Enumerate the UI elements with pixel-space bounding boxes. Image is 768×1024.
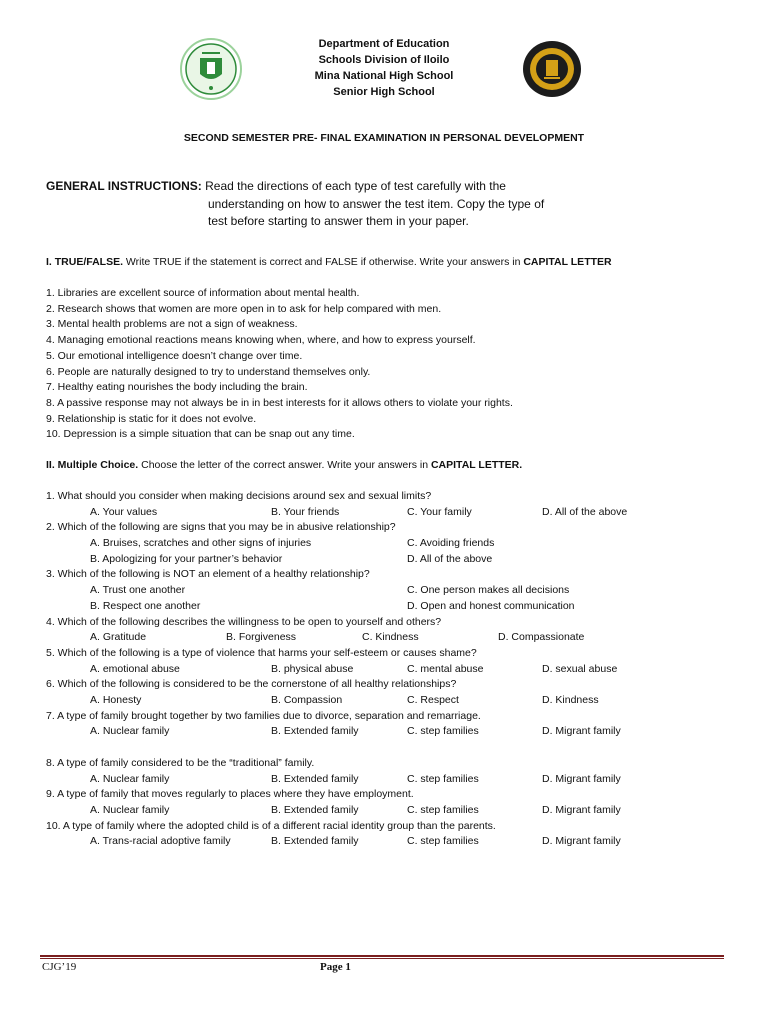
instructions-label: GENERAL INSTRUCTIONS: xyxy=(46,179,202,193)
option-d: D. Compassionate xyxy=(498,631,585,644)
instructions-line-2: understanding on how to answer the test item. Copy the type of xyxy=(208,196,545,211)
question-8: 8. A type of family considered to be the “traditional” family. xyxy=(46,756,315,769)
page-number: Page 1 xyxy=(320,961,351,973)
option-d: D. Migrant family xyxy=(542,803,621,816)
option-a: A. Your values xyxy=(90,505,158,518)
list-item: 4. Managing emotional reactions means knowing when, where, and how to express yourself. xyxy=(46,334,476,347)
option-a: A. Bruises, scratches and other signs of injuries xyxy=(90,537,312,550)
question-7-options xyxy=(46,724,736,740)
option-b: B. Respect one another xyxy=(90,599,201,612)
footer-code: CJG’19 xyxy=(42,961,77,973)
option-b: B. Your friends xyxy=(271,505,340,518)
option-b: B. Extended family xyxy=(271,725,359,738)
header-level: Senior High School xyxy=(333,86,435,98)
option-c: C. mental abuse xyxy=(407,662,484,675)
option-c: C. Your family xyxy=(407,505,472,518)
option-b: B. Apologizing for your partner’s behavior xyxy=(90,552,283,565)
question-3-options-row-2 xyxy=(46,599,736,615)
question-6: 6. Which of the following is considered to be the cornerstone of all healthy relationships? xyxy=(46,678,457,691)
header-division: Schools Division of Iloilo xyxy=(318,54,450,66)
option-b: B. Forgiveness xyxy=(226,631,297,644)
list-item: 3. Mental health problems are not a sign of weakness. xyxy=(46,318,298,331)
instructions-line-3: test before starting to answer them in your paper. xyxy=(208,214,469,228)
list-item: 8. A passive response may not always be in in best interests for it allows others to violate your rights. xyxy=(46,396,513,409)
section-true-false-heading xyxy=(46,256,612,268)
section-1-emphasis: CAPITAL LETTER xyxy=(523,256,612,268)
option-c: C. Kindness xyxy=(362,631,419,644)
option-c: C. One person makes all decisions xyxy=(407,584,570,597)
question-9-options xyxy=(46,803,736,819)
option-c: C. step families xyxy=(407,772,479,785)
option-a: A. Trans-racial adoptive family xyxy=(90,835,231,848)
section-2-directions: Choose the letter of the correct answer. Write your answers in xyxy=(138,459,431,471)
option-b: B. Extended family xyxy=(271,835,359,848)
option-c: C. Respect xyxy=(407,694,459,707)
question-5-options xyxy=(46,662,736,678)
option-b: B. Extended family xyxy=(271,772,359,785)
option-d: D. sexual abuse xyxy=(542,662,618,675)
option-a: A. emotional abuse xyxy=(90,662,180,675)
option-a: A. Nuclear family xyxy=(90,803,170,816)
letterhead xyxy=(0,36,768,100)
question-5: 5. Which of the following is a type of violence that harms your self-esteem or causes shame? xyxy=(46,646,477,659)
option-d: D. Migrant family xyxy=(542,835,621,848)
question-2-options-row-2 xyxy=(46,552,736,568)
question-1: 1. What should you consider when making decisions around sex and sexual limits? xyxy=(46,490,432,502)
question-9: 9. A type of family that moves regularly to places where they have employment. xyxy=(46,788,414,801)
option-c: C. Avoiding friends xyxy=(407,537,495,550)
option-b: B. Compassion xyxy=(271,694,343,707)
option-b: B. Extended family xyxy=(271,803,359,816)
footer-rule-thick xyxy=(40,955,724,957)
question-7: 7. A type of family brought together by two families due to divorce, separation and remarriage. xyxy=(46,709,481,722)
option-c: C. step families xyxy=(407,835,479,848)
option-a: A. Trust one another xyxy=(90,584,186,597)
option-a: A. Honesty xyxy=(90,694,142,707)
question-8-options xyxy=(46,772,736,788)
section-2-title: II. Multiple Choice. xyxy=(46,459,139,471)
section-1-directions: Write TRUE if the statement is correct and FALSE if otherwise. Write your answers in xyxy=(123,256,524,268)
list-item: 9. Relationship is static for it does not evolve. xyxy=(46,412,257,425)
option-c: C. step families xyxy=(407,803,479,816)
general-instructions xyxy=(46,178,726,231)
question-4: 4. Which of the following describes the willingness to be open to yourself and others? xyxy=(46,615,442,628)
question-6-options xyxy=(46,693,736,709)
instructions-line-1: Read the directions of each type of test carefully with the xyxy=(205,179,506,193)
section-multiple-choice-heading xyxy=(46,459,522,471)
footer-rule-thin xyxy=(40,958,724,959)
question-3-options xyxy=(46,583,736,599)
option-c: C. step families xyxy=(407,725,479,738)
option-d: D. Kindness xyxy=(542,694,599,707)
true-false-list xyxy=(46,286,513,443)
option-a: A. Nuclear family xyxy=(90,772,170,785)
question-10-options xyxy=(46,834,736,850)
multiple-choice-list xyxy=(46,489,736,850)
question-4-options xyxy=(46,630,736,646)
option-d: D. All of the above xyxy=(407,552,493,565)
header-department: Department of Education xyxy=(318,38,450,50)
list-item: 10. Depression is a simple situation that can be snap out any time. xyxy=(46,428,355,441)
list-item: 2. Research shows that women are more open in to ask for help compared with men. xyxy=(46,302,442,315)
option-d: D. Migrant family xyxy=(542,772,621,785)
section-2-emphasis: CAPITAL LETTER. xyxy=(430,459,523,471)
section-1-title: I. TRUE/FALSE. xyxy=(46,256,124,268)
header-school: Mina National High School xyxy=(314,70,454,82)
list-item: 5. Our emotional intelligence doesn’t change over time. xyxy=(46,349,303,362)
option-a: A. Gratitude xyxy=(90,631,147,644)
option-b: B. physical abuse xyxy=(271,662,354,675)
option-d: D. Open and honest communication xyxy=(407,599,575,612)
spacer xyxy=(46,740,736,756)
exam-title: SECOND SEMESTER PRE- FINAL EXAMINATION IN PERSONAL DEVELOPMENT xyxy=(183,132,585,144)
question-2-options xyxy=(46,536,736,552)
option-a: A. Nuclear family xyxy=(90,725,170,738)
question-2: 2. Which of the following are signs that you may be in abusive relationship? xyxy=(46,521,396,534)
option-d: D. All of the above xyxy=(542,505,628,518)
list-item: 6. People are naturally designed to try to understand themselves only. xyxy=(46,365,371,378)
list-item: 1. Libraries are excellent source of information about mental health. xyxy=(46,287,360,299)
question-3: 3. Which of the following is NOT an element of a healthy relationship? xyxy=(46,568,370,581)
option-d: D. Migrant family xyxy=(542,725,621,738)
list-item: 7. Healthy eating nourishes the body including the brain. xyxy=(46,381,308,394)
question-10: 10. A type of family where the adopted child is of a different racial identity group than the parents. xyxy=(46,819,496,832)
question-1-options xyxy=(46,505,736,521)
